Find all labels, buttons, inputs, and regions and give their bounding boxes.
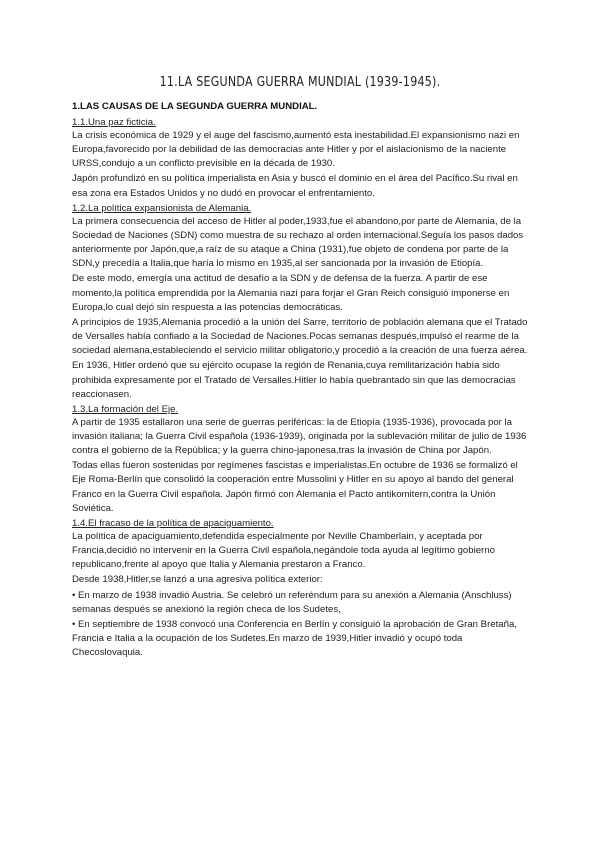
bullet-item: • En septiembre de 1938 convocó una Conferencia en Berlín y consiguió la aprobación de Gran Bretaña, Francia e Italia a la ocupación de los Sudetes.En marzo de 1939,Hitler invadió y ocupó toda Checoslovaquia. bbox=[72, 618, 517, 659]
paragraph: A partir de 1935 estallaron una serie de guerras periféricas: la de Etiopía (1935-1936), provocada por la invasión italiana; la Guerra Civil española (1936-1939), originada por la sublevación militar de julio de 1936 contra el gobierno de la República; y la guerra chino-japonesa,tras la invasión de China por Japón. bbox=[72, 416, 527, 457]
paragraph: Todas ellas fueron sostenidas por regímenes fascistas e imperialistas.En octubre de 1936 se formalizó el Eje Roma-Berlín que consolidó la cooperación entre Mussolini y Hitler en su apoyo al bando del general Franco en la Guerra Civil española. Japón firmó con Alemania el Pacto antikomitern,contra la Unión Soviética. bbox=[72, 460, 518, 514]
page-title: 11.LA SEGUNDA GUERRA MUNDIAL (1939-1945). bbox=[159, 74, 441, 90]
paragraph: A principios de 1935,Alemania procedió a la unión del Sarre, territorio de población alemana que el Tratado de Versalles había confiado a la Sociedad de Naciones.Pocas semanas después,impulsó el rearme de la sociedad alemana,estableciendo el servicio militar obligatorio,y procedió a la creación de una fuerza aérea. bbox=[72, 316, 528, 357]
paragraph: Japón profundizó en su política imperialista en Asia y buscó el dominio en el área del Pacífico.Su rival en esa zona era Estados Unidos y no dudó en provocar el enfrentamiento. bbox=[72, 173, 518, 199]
paragraph: La crisis económica de 1929 y el auge del fascismo,aumentó esta inestabilidad.El expansionismo nazi en Europa,favorecido por la debilidad de las democracias ante Hitler y por el aislacionismo de la naciente URSS,condujo a un conflicto previsible en la década de 1930. bbox=[72, 130, 520, 170]
paragraph: Desde 1938,Hitler,se lanzó a una agresiva política exterior: bbox=[72, 574, 323, 586]
paragraph: La primera consecuencia del acceso de Hitler al poder,1933,fue el abandono,por parte de Alemania, de la Sociedad de Naciones (SDN) como muestra de su rechazo al orden internacional.Seguía los pasos dados anteriormente por Japón,que,a raíz de su ataque a China (1931),fue objeto de condena por parte de la SDN,y precedía a Italia,que haría lo mismo en 1935,al ser sancionada por la invasión de Etiopía. bbox=[72, 215, 524, 270]
subsection-heading-1-1: 1.1.Una paz ficticia. bbox=[72, 117, 156, 128]
subsection-heading-1-4: 1.4.El fracaso de la política de apaciguamiento. bbox=[72, 517, 274, 529]
paragraph: La política de apaciguamiento,defendida especialmente por Neville Chamberlain, y aceptada por Francia,decidió no intervenir en la Guerra Civil española,negándole toda ayuda al legítimo gobierno republicano,frente al apoyo que Italia y Alemania prestaron a Franco. bbox=[72, 530, 495, 571]
paragraph: De este modo, emergía una actitud de desafío a la SDN y de defensa de la fuerza. A partir de ese momento,la política emprendida por la Alemania nazi para forjar el Gran Reich consiguió imponerse en Europa,lo cual dejó sin respuesta a las potencias democráticas. bbox=[72, 273, 510, 313]
subsection-heading-1-3: 1.3.La formación del Eje. bbox=[72, 403, 179, 415]
subsection-heading-1-2: 1.2.La política expansionista de Alemania. bbox=[72, 202, 252, 214]
section-heading: 1.LAS CAUSAS DE LA SEGUNDA GUERRA MUNDIAL. bbox=[72, 101, 318, 112]
paragraph: En 1936, Hitler ordenó que su ejército ocupase la región de Renania,cuya remilitarización había sido prohibida expresamente por el Tratado de Versalles.Hitler lo había quebrantado sin que las democracias reaccionasen. bbox=[72, 360, 516, 400]
bullet-item: • En marzo de 1938 invadió Austria. Se celebró un referéndum para su anexión a Alemania (Anschluss) semanas después se anexionó la región checa de los Sudetes, bbox=[72, 589, 512, 615]
